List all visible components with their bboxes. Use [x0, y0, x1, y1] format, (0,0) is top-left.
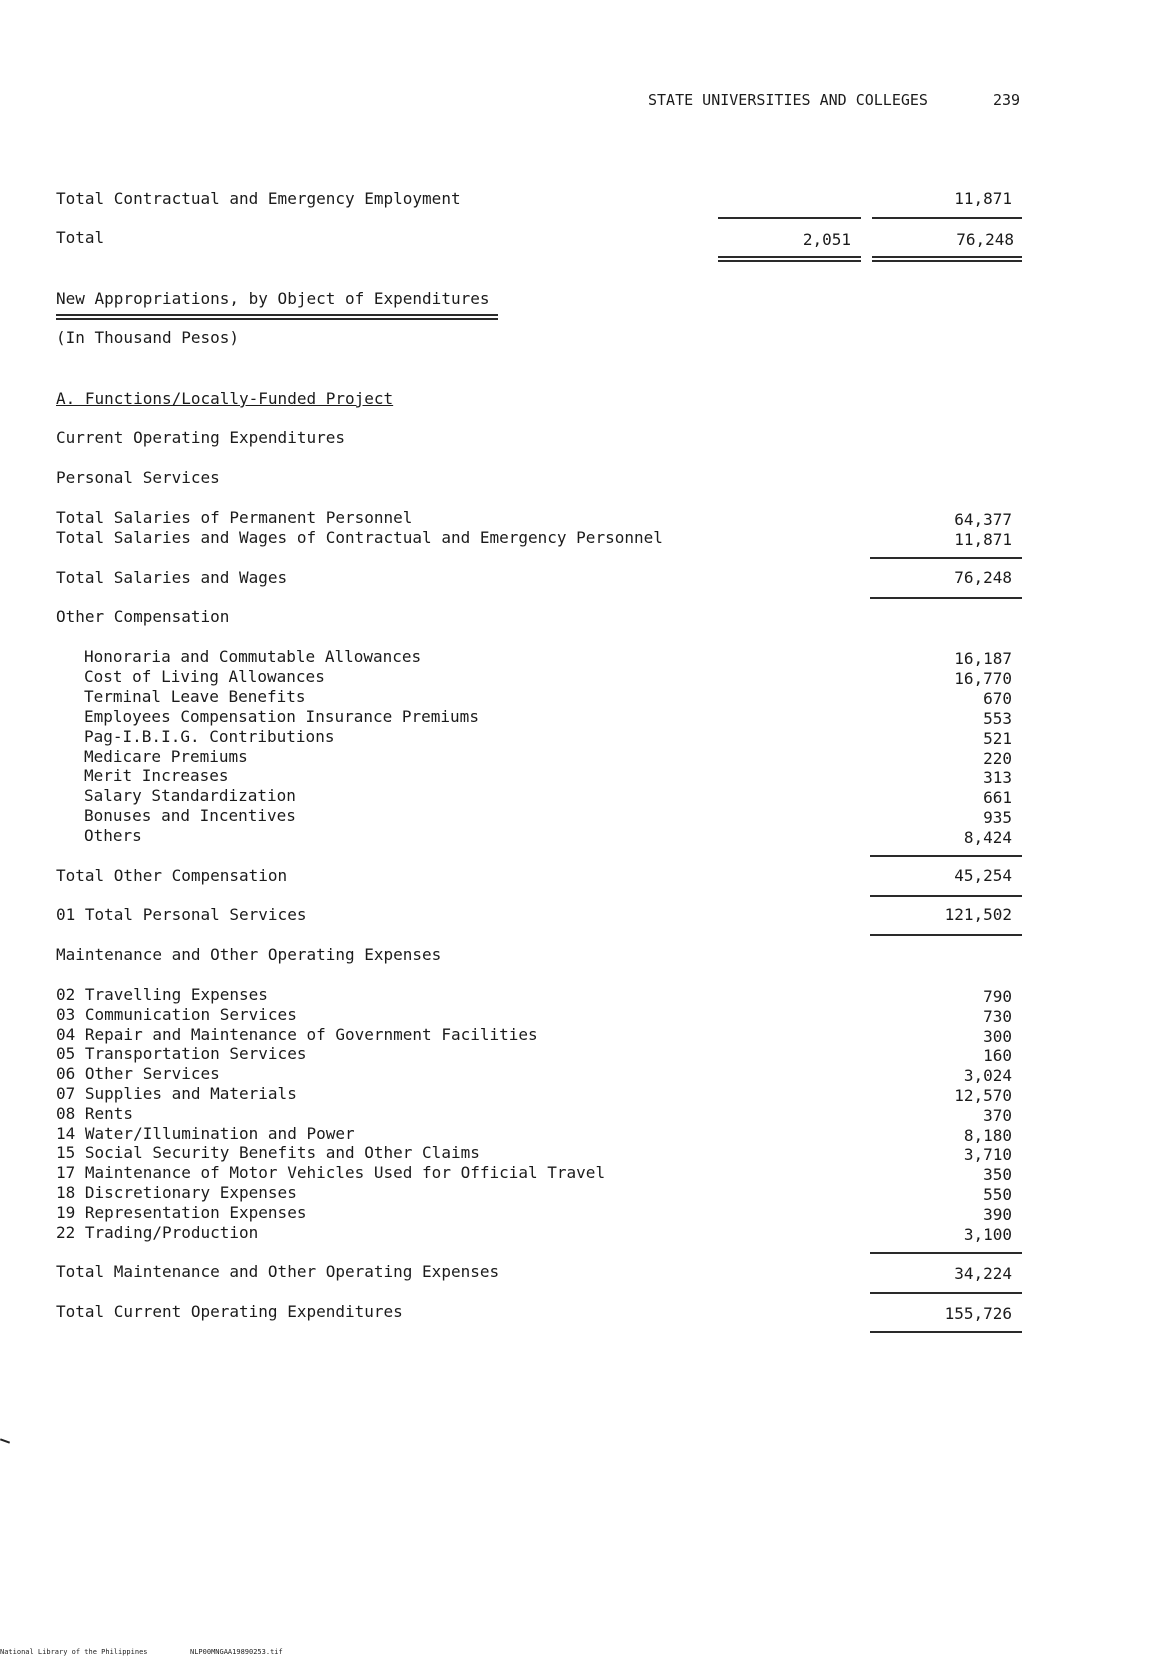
mooe-label: 08 Rents	[56, 1104, 134, 1123]
contractual-value: 11,871	[954, 189, 1012, 208]
mooe-label: 15 Social Security Benefits and Other Claims	[56, 1143, 480, 1162]
rule	[870, 934, 1022, 936]
total-ps-label: 01 Total Personal Services	[56, 905, 307, 924]
other-comp-label: Others	[84, 826, 142, 845]
total-coe-label: Total Current Operating Expenditures	[56, 1302, 403, 1321]
mooe-value: 12,570	[954, 1086, 1012, 1105]
other-comp-value: 8,424	[963, 828, 1012, 847]
total-other-comp-value: 45,254	[954, 866, 1012, 885]
salary-label: Total Salaries of Permanent Personnel	[56, 508, 413, 527]
salary-label: Total Salaries and Wages of Contractual and Emergency Personnel	[56, 528, 663, 547]
title-underline	[56, 314, 498, 320]
rule	[870, 597, 1022, 599]
mooe-value: 8,180	[963, 1126, 1012, 1145]
other-comp-label: Medicare Premiums	[84, 747, 248, 766]
footer-library: National Library of the Philippines	[0, 1648, 148, 1656]
total-ps-value: 121,502	[944, 905, 1012, 924]
double-rule	[872, 256, 1022, 262]
other-comp-label: Bonuses and Incentives	[84, 806, 296, 825]
rule	[872, 217, 1022, 219]
rule	[870, 557, 1022, 559]
mooe-label: 05 Transportation Services	[56, 1044, 307, 1063]
mooe-value: 730	[983, 1007, 1012, 1026]
other-comp-label: Pag-I.B.I.G. Contributions	[84, 727, 335, 746]
total-mooe-label: Total Maintenance and Other Operating Expenses	[56, 1262, 500, 1281]
double-rule	[718, 256, 861, 262]
rule	[870, 855, 1022, 857]
mooe-value: 350	[983, 1165, 1012, 1184]
mooe-value: 550	[983, 1185, 1012, 1204]
other-comp-value: 313	[983, 768, 1012, 787]
rule	[870, 1252, 1022, 1254]
other-comp-label: Employees Compensation Insurance Premiums	[84, 707, 479, 726]
other-comp-value: 553	[983, 709, 1012, 728]
total-coe-value: 155,726	[944, 1304, 1012, 1323]
other-comp-value: 670	[983, 689, 1012, 708]
mooe-heading: Maintenance and Other Operating Expenses	[56, 945, 442, 964]
mooe-label: 03 Communication Services	[56, 1005, 297, 1024]
page-number: 239	[993, 91, 1021, 109]
total-col1: 2,051	[802, 230, 851, 249]
total-salaries-label: Total Salaries and Wages	[56, 568, 288, 587]
total-col2: 76,248	[956, 230, 1014, 249]
mooe-label: 17 Maintenance of Motor Vehicles Used for Official Travel	[56, 1163, 606, 1182]
rule	[870, 895, 1022, 897]
mooe-label: 02 Travelling Expenses	[56, 985, 268, 1004]
mooe-label: 07 Supplies and Materials	[56, 1084, 297, 1103]
other-comp-value: 935	[983, 808, 1012, 827]
other-comp-value: 661	[983, 788, 1012, 807]
other-comp-value: 16,187	[954, 649, 1012, 668]
footer-file-id: NLP00MNGAA19890253.tif	[190, 1648, 283, 1656]
mooe-value: 3,024	[963, 1066, 1012, 1085]
salary-value: 11,871	[954, 530, 1012, 549]
mooe-value: 3,100	[963, 1225, 1012, 1244]
total-mooe-value: 34,224	[954, 1264, 1012, 1283]
unit-note: (In Thousand Pesos)	[56, 328, 240, 347]
total-salaries-value: 76,248	[954, 568, 1012, 587]
ps-heading: Personal Services	[56, 468, 220, 487]
other-comp-label: Salary Standardization	[84, 786, 296, 805]
mooe-value: 390	[983, 1205, 1012, 1224]
running-title: STATE UNIVERSITIES AND COLLEGES	[648, 91, 928, 109]
other-comp-value: 521	[983, 729, 1012, 748]
other-comp-label: Honoraria and Commutable Allowances	[84, 647, 422, 666]
current-heading: Current Operating Expenditures	[56, 428, 345, 447]
mooe-label: 14 Water/Illumination and Power	[56, 1124, 355, 1143]
total-label: Total	[56, 228, 105, 247]
contractual-label: Total Contractual and Emergency Employment	[56, 189, 461, 208]
other-comp-label: Cost of Living Allowances	[84, 667, 325, 686]
subsection-title: A. Functions/Locally-Funded Project	[56, 389, 394, 408]
other-comp-value: 220	[983, 749, 1012, 768]
mooe-label: 19 Representation Expenses	[56, 1203, 307, 1222]
mooe-label: 22 Trading/Production	[56, 1223, 259, 1242]
other-comp-label: Terminal Leave Benefits	[84, 687, 306, 706]
other-comp-value: 16,770	[954, 669, 1012, 688]
mooe-value: 160	[983, 1046, 1012, 1065]
mooe-label: 06 Other Services	[56, 1064, 220, 1083]
other-comp-heading: Other Compensation	[56, 607, 230, 626]
mooe-value: 3,710	[963, 1145, 1012, 1164]
rule	[870, 1331, 1022, 1333]
mooe-value: 370	[983, 1106, 1012, 1125]
rule	[718, 217, 861, 219]
scan-mark	[0, 1438, 10, 1443]
mooe-label: 18 Discretionary Expenses	[56, 1183, 297, 1202]
other-comp-label: Merit Increases	[84, 766, 229, 785]
total-other-comp-label: Total Other Compensation	[56, 866, 288, 885]
salary-value: 64,377	[954, 510, 1012, 529]
section-title: New Appropriations, by Object of Expenditures	[56, 289, 490, 308]
mooe-value: 300	[983, 1027, 1012, 1046]
mooe-value: 790	[983, 987, 1012, 1006]
mooe-label: 04 Repair and Maintenance of Government Facilities	[56, 1025, 538, 1044]
rule	[870, 1292, 1022, 1294]
